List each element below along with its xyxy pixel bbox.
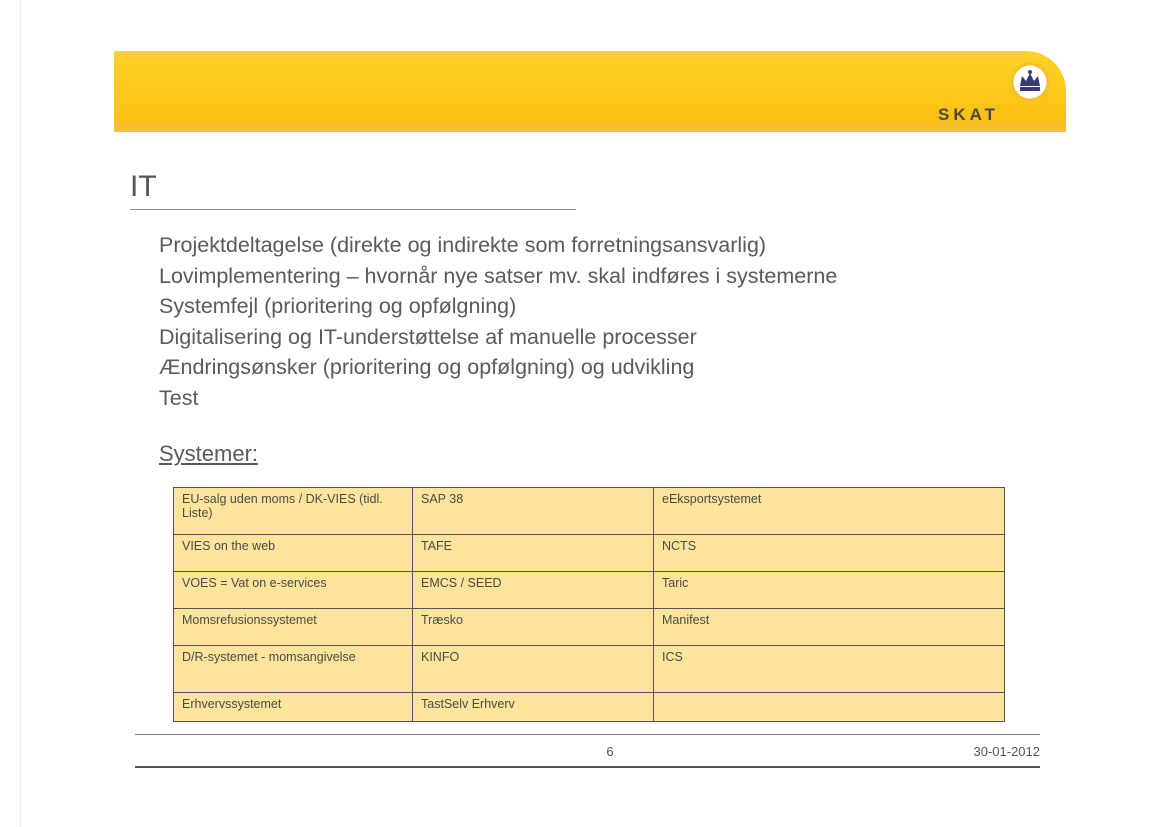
table-cell: VOES = Vat on e-services [174,572,413,609]
header-banner [114,51,1066,132]
table-cell: TastSelv Erhverv [413,693,654,722]
table-cell: EU-salg uden moms / DK-VIES (tidl. Liste) [174,488,413,535]
bullet-item: Lovimplementering – hvornår nye satser mv. skal indføres i systemerne [159,263,838,288]
table-cell: TAFE [413,535,654,572]
bullet-item: Ændringsønsker (prioritering og opfølgning) og udvikling [159,355,695,379]
table-row [174,609,1005,646]
slide-title: IT [130,170,157,203]
table-cell: Momsrefusionssystemet [174,609,413,646]
table-cell: VIES on the web [174,535,413,572]
table-cell: SAP 38 [413,488,654,535]
table-cell: ICS [654,646,1005,693]
table-cell: eEksportsystemet [654,488,1005,535]
table-cell: Træsko [413,609,654,646]
bullet-item: Systemfejl (prioritering og opfølgning) [159,294,517,318]
footer-bottom-rule [135,766,1040,768]
table-row [174,646,1005,693]
title-divider [130,209,576,210]
skat-logo: SKAT [938,105,1000,124]
page-number: 6 [606,744,614,759]
table-cell [654,693,1005,722]
table-row [174,488,1005,535]
bullet-item: Digitalisering og IT-understøttelse af manuelle processer [159,324,697,349]
bullet-item: Test [159,385,199,410]
scan-edge-line [20,0,21,827]
table-row [174,693,1005,722]
footer-divider [135,734,1040,735]
crown-icon [1010,62,1050,102]
table-cell: Erhvervssystemet [174,693,413,722]
table-row [174,535,1005,572]
table-cell: Manifest [654,609,1005,646]
banner-stripe [114,122,1066,132]
table-cell: Taric [654,572,1005,609]
table-row [174,572,1005,609]
footer-date: 30-01-2012 [973,744,1040,759]
table-cell: D/R-systemet - momsangivelse [174,646,413,693]
table-cell: KINFO [413,646,654,693]
bullet-item: Projektdeltagelse (direkte og indirekte som forretningsansvarlig) [159,233,767,257]
table-cell: EMCS / SEED [413,572,654,609]
bullet-list [159,230,837,413]
table-cell: NCTS [654,535,1005,572]
systems-heading: Systemer: [159,441,259,466]
systems-table [173,487,1005,722]
